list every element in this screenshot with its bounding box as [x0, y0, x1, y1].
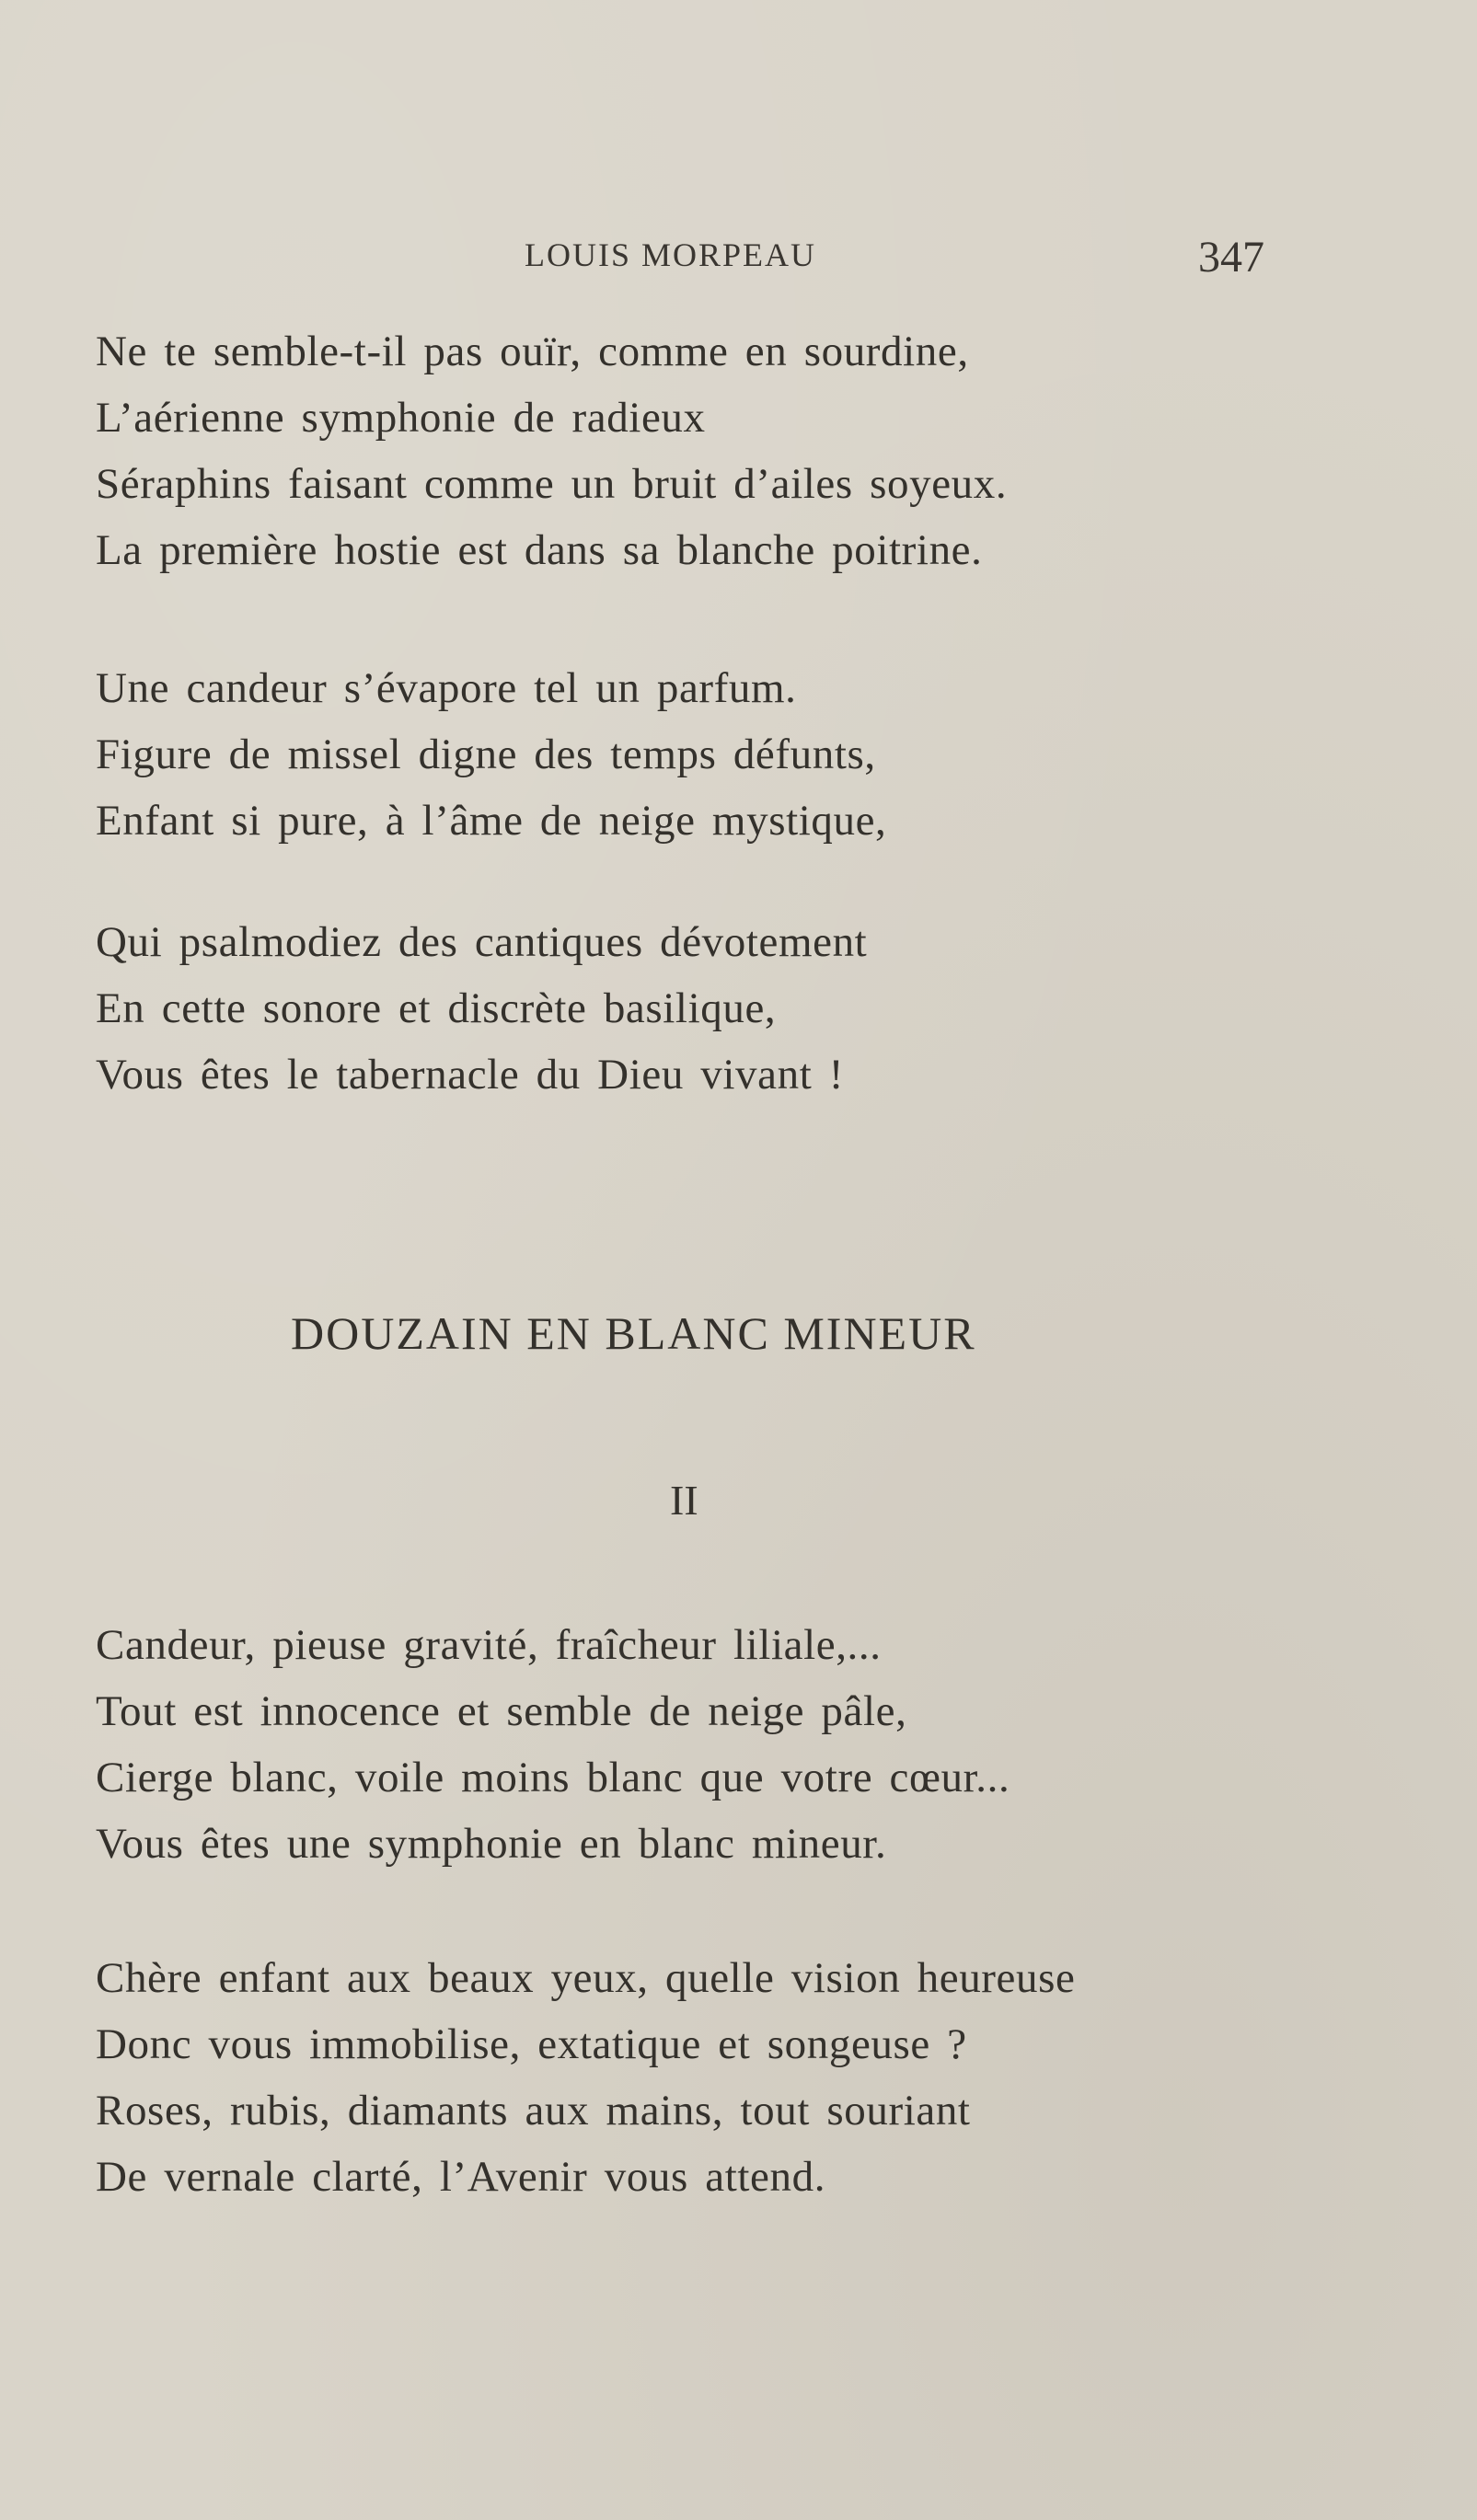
- stanza-5: [96, 1945, 1075, 2210]
- verse-line: Vous êtes le tabernacle du Dieu vivant !: [96, 1051, 844, 1099]
- verse-line: Candeur, pieuse gravité, fraîcheur liliale,...: [96, 1621, 882, 1669]
- verse-line: Figure de missel digne des temps défunts,: [96, 731, 876, 778]
- running-head-author: LOUIS MORPEAU: [525, 236, 817, 273]
- verse-line: Roses, rubis, diamants aux mains, tout souriant: [96, 2087, 971, 2135]
- verse-line: Donc vous immobilise, extatique et songeuse ?: [96, 2020, 967, 2068]
- stanza-1: [96, 318, 1007, 583]
- stanza-2: [96, 655, 886, 854]
- stanza-3: [96, 909, 867, 1108]
- verse-line: Séraphins faisant comme un bruit d’ailes soyeux.: [96, 460, 1008, 508]
- stanza-4: [96, 1612, 1010, 1877]
- verse-line: De vernale clarté, l’Avenir vous attend.: [96, 2153, 826, 2201]
- verse-line: Ne te semble-t-il pas ouïr, comme en sourdine,: [96, 328, 969, 375]
- verse-line: En cette sonore et discrète basilique,: [96, 984, 777, 1032]
- verse-line: Une candeur s’évapore tel un parfum.: [96, 664, 797, 712]
- verse-line: Cierge blanc, voile moins blanc que votre cœur...: [96, 1754, 1010, 1801]
- poem-section-numeral: II: [670, 1477, 698, 1524]
- verse-line: Qui psalmodiez des cantiques dévotement: [96, 918, 868, 966]
- verse-line: Vous êtes une symphonie en blanc mineur.: [96, 1820, 887, 1868]
- page-number: 347: [1198, 233, 1264, 282]
- verse-line: L’aérienne symphonie de radieux: [96, 394, 706, 442]
- verse-line: Chère enfant aux beaux yeux, quelle vision heureuse: [96, 1954, 1076, 2002]
- verse-line: Tout est innocence et semble de neige pâle,: [96, 1687, 907, 1735]
- verse-line: La première hostie est dans sa blanche poitrine.: [96, 526, 983, 574]
- verse-line: Enfant si pure, à l’âme de neige mystique,: [96, 797, 887, 845]
- poem-title: DOUZAIN EN BLANC MINEUR: [291, 1307, 976, 1359]
